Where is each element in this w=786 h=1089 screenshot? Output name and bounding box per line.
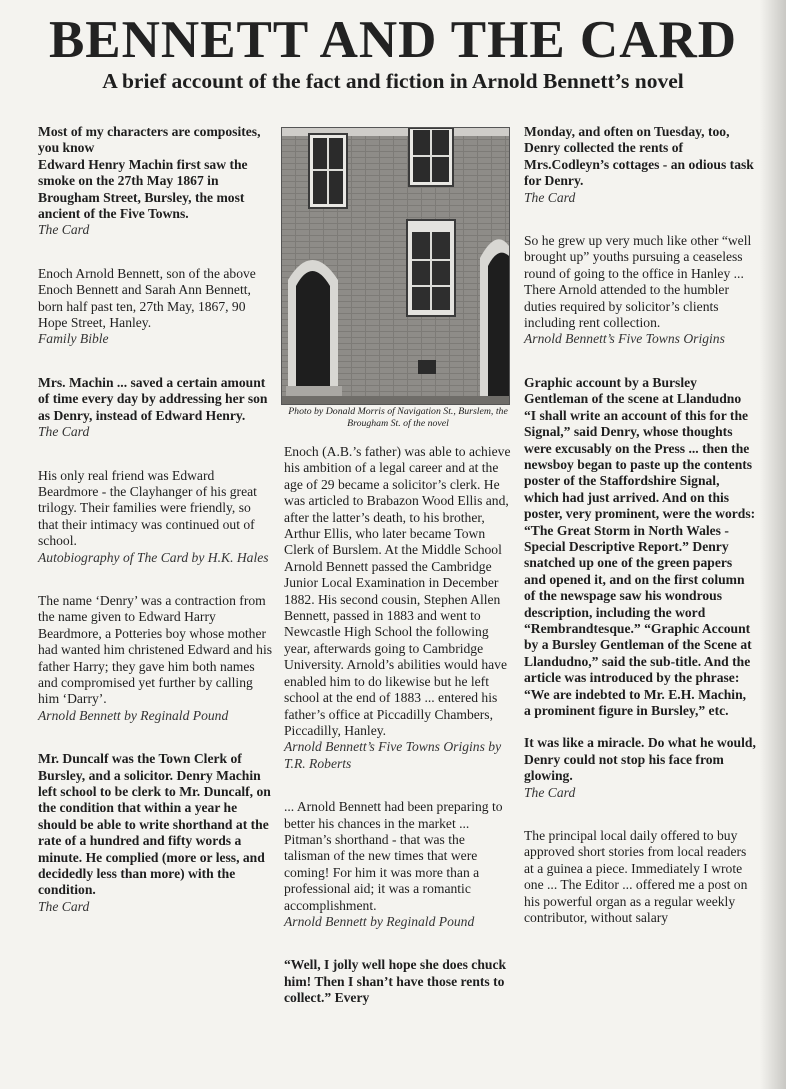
quote-block	[524, 828, 756, 926]
article-subtitle: A brief account of the fact and fiction in Arnold Bennett’s novel	[102, 69, 684, 93]
quote-text: “I shall write an account of this for the Signal,” said Denry, whose thoughts were excusably on the Press ... then the newsboy began to paste up the contents poster of the Staffordshire Signal, which had just arrived. And on this poster, very prominent, were the words: “The Great Storm in North Wales - Special Descriptive Report.” Denry snatched up one of the green papers and opened it, and on the first column of the newspage saw his wondrous description, including the word “Rembrandtesque.” “Graphic Account by a Bursley Gentleman of the Scene at Llandudno,” said the sub-title. And the article was introduced by the phrase: “We are indebted to Mr. E.H. Machin, a prominent figure in Bursley,” etc.	[524, 407, 756, 718]
article-title: BENNETT AND THE CARD	[48, 11, 738, 69]
quote-block	[284, 957, 512, 1006]
quote-text: Enoch (A.B.’s father) was able to achieve his ambition of a legal career and at the age of 29 became a solicitor’s clerk. He was articled to Brabazon Wood Ellis and, after the latter’s death, to his brother, Arthur Ellis, who later became Town Clerk of Burslem. At the Middle School Arnold Bennett passed the Cambridge Junior Local Examination in December 1882. His second cousin, Stephen Allen Bennett, passed in 1883 and went to Newcastle High School the following year, afterwards going to Cambridge University. Arnold’s abilities would have enabled him to do likewise but he left school at the end of 1883 ... entered his father’s office at Piccadilly Chambers, Piccadilly, Hanley.	[284, 444, 511, 738]
quote-source: The Card	[38, 898, 90, 914]
quote-source: The Card	[524, 784, 576, 800]
terraced-houses-photo-drawing	[282, 128, 509, 404]
quote-source: Autobiography of The Card by H.K. Hales	[38, 549, 269, 565]
quote-source: Arnold Bennett by Reginald Pound	[38, 707, 229, 723]
photo-caption: Photo by Donald Morris of Navigation St., Burslem, the Brougham St. of the novel	[288, 406, 508, 429]
page-edge-shadow	[760, 0, 786, 1089]
quote-text: Monday, and often on Tuesday, too, Denry collected the rents of Mrs.Codleyn’s cottages - an odious task for Denry.	[524, 124, 754, 189]
column-right	[524, 124, 756, 926]
quote-text: Enoch Arnold Bennett, son of the above Enoch Bennett and Sarah Ann Bennett, born half past ten, 27th May, 1867, 90 Hope Street, Hanley.	[38, 265, 256, 331]
quote-source: Family Bible	[38, 331, 109, 347]
quote-source: Arnold Bennett by Reginald Pound	[284, 913, 475, 929]
quote-block	[524, 735, 756, 801]
quote-block	[38, 375, 274, 441]
quote-block	[38, 157, 274, 239]
quote-source: The Card	[38, 222, 90, 238]
column-middle	[284, 444, 512, 1007]
quote-block	[284, 799, 512, 930]
quote-text: His only real friend was Edward Beardmore - the Clayhanger of his great trilogy. Their families were friendly, so that their intimacy was continued out of school.	[38, 467, 257, 549]
quote-block	[38, 751, 274, 915]
quote-text: Edward Henry Machin first saw the smoke on the 27th May 1867 in Brougham Street, Bursley, the most ancient of the Five Towns.	[38, 156, 248, 222]
quote-text: Mrs. Machin ... saved a certain amount of time every day by addressing her son as Denry, instead of Edward Henry.	[38, 374, 268, 423]
brougham-street-photo	[281, 127, 510, 405]
column-left	[38, 124, 274, 942]
quote-text: Mr. Duncalf was the Town Clerk of Bursley, and a solicitor. Denry Machin left school to be clerk to Mr. Duncalf, on the condition that within a year he should be able to write shorthand at the rate of a hundred and fifty words a minute. He complied (more or less, and decidedly less than more) with the condition.	[38, 751, 271, 898]
quote-block	[524, 124, 756, 206]
quote-text: “Well, I jolly well hope she does chuck him! Then I shan’t have those rents to collect.” Every	[284, 957, 507, 1006]
quote-block	[524, 408, 756, 720]
quote-text: So he grew up very much like other “well brought up” youths pursuing a ceaseless round of going to the office in Hanley ... There Arnold attended to the humbler duties required by solicitor’s clients including rent collection.	[524, 233, 752, 331]
quote-source: Arnold Bennett’s Five Towns Origins by T.R. Roberts	[284, 739, 502, 771]
section-heading-llandudno: Graphic account by a Bursley Gentleman of the scene at Llandudno	[524, 374, 742, 407]
quote-text: It was like a miracle. Do what he would, Denry could not stop his face from glowing.	[524, 735, 756, 784]
quote-block	[524, 233, 756, 348]
quote-text: ... Arnold Bennett had been preparing to better his chances in the market ... Pitman’s shorthand - that was the talisman of the new times that were coming! For him it was more than a professional aid; it was a romantic accomplishment.	[284, 799, 503, 913]
section-heading-composites: Most of my characters are composites, you know	[38, 124, 261, 156]
quote-source: The Card	[38, 424, 90, 440]
quote-text: The name ‘Denry’ was a contraction from the name given to Edward Harry Beardmore, a Potteries boy whose mother had wanted him christened Edward and his father Harry; they gave him both names and compromised yet further by calling him ‘Darry’.	[38, 592, 273, 707]
quote-block	[38, 266, 274, 348]
quote-block	[38, 468, 274, 566]
quote-block	[284, 444, 512, 772]
quote-block	[38, 593, 274, 724]
quote-text: The principal local daily offered to buy approved short stories from local readers at a guinea a piece. Immediately I wrote one ... The Editor ... offered me a post on his powerful organ as a regular weekly contributor, without salary	[524, 828, 748, 926]
quote-source: Arnold Bennett’s Five Towns Origins	[524, 331, 725, 347]
quote-source: The Card	[524, 189, 576, 205]
